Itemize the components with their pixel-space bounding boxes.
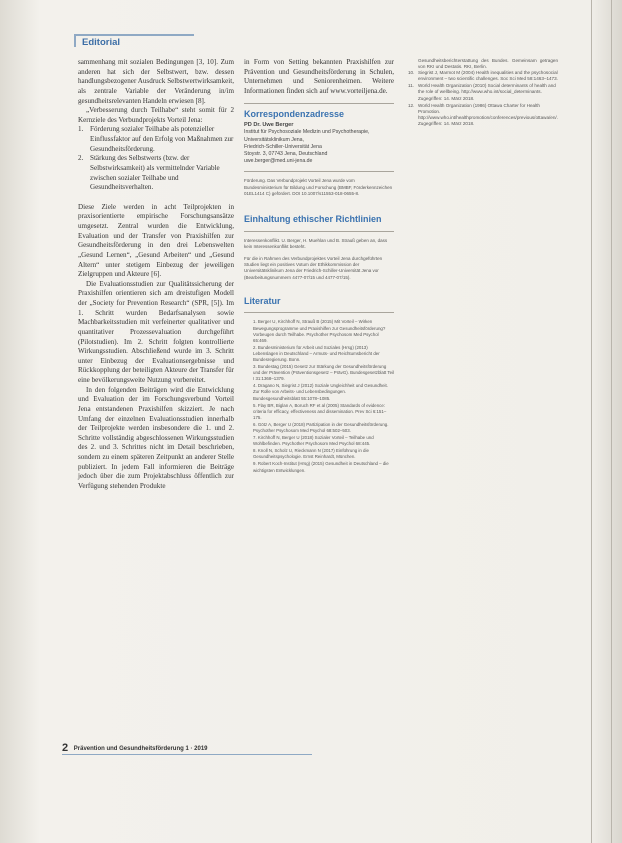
section-tag: Editorial	[74, 34, 194, 47]
divider	[244, 171, 394, 172]
list-item: 2. Stärkung des Selbstwerts (bzw. der Selbstwirksamkeit) als vermittelnder Variable zwischen sozialer Teilhabe und Gesundheitsverhalten.	[78, 154, 220, 192]
contact-heading: Korrespondenzadresse	[244, 108, 345, 119]
literature-list	[244, 319, 394, 473]
reference-item: 1. Berger U, Kirchhoff N, Strauß B (2015) Mit Vorteil – Wirken Bewegungsprogramme und Praxishilfen zur Gesundheitsförderung? Vorbeugen durch Teilhabe. Psychother Psychosom Med Psychol 65:469.	[253, 319, 386, 343]
paragraph: Diese Ziele werden in acht Teilprojekten in praxisorientierte empirische Forschungsansätze umgesetzt. Zentral wurden die Entwicklung, Evaluation und der Transfer von Praxishilfen zur Gesundheitsförderung in den drei Lebenswelten „Gesund Lernen“, „Gesund Arbeiten“ und „Gesund Altern“ unter stetigem Einbezug der jeweiligen Zielgruppen und Akteure [6].	[78, 202, 234, 279]
literature-heading: Literatur	[244, 295, 281, 306]
page-edge-right	[591, 0, 592, 843]
reference-item: 9. Robert Koch-Institut (Hrsg) (2015) Gesundheit in Deutschland – die wichtigsten Entwicklungen.	[253, 461, 389, 473]
page-number: 2	[62, 742, 69, 754]
reference-item: 6. Götz A, Berger U (2018) Partizipation in der Gesundheitsförderung. Psychother Psychosom Med Psychol 68:502–503.	[253, 421, 389, 434]
reference-item: 5. Flay BR, Biglan A, Boruch RF et al (2005) Standards of evidence: criteria for efficacy, effectiveness and dissemination. Prev Sci 6:151–175.	[253, 402, 387, 420]
paragraph: Die Evaluationsstudien zur Qualitätssicherung der Praxishilfen orientieren sich am dreistufigen Modell der „Society for Prevention Research“ (SPR, [5]). Im 1. Schritt wurden Bedarfsanalysen sowie Machbarkeitsstudien mit verfeinerter qualitativer und quantitativer Prozessevaluation durchgeführt (Pilotstudien). Im 2. Schritt folgten kontrollierte Wirkungsstudien. Abschließend wurde im 3. Schritt unter Einbezug der Evaluationsergebnisse und Rückkopplung der beteiligten Akteure der Transfer für eine bevölkerungsweite Nutzung vorbereitet.	[78, 279, 234, 384]
page-footer	[62, 742, 208, 754]
ethics-text: Für die in Rahmen des Verbundprojektes Vorteil Jena durchgeführten Studien liegt ein positives Votum der Ethikkommission der Universitätsklinikum Jena der Friedrich-Schiller-Universität Jena vor (Bearbeitungsnummern 4477-07/15 und 4477-07/15).	[244, 255, 383, 280]
literature-list-continued	[408, 70, 558, 127]
reference-item: 2. Bundesministerium für Arbeit und Soziales (Hrsg) (2013) Lebenslagen in Deutschland – Armuts- und Reichtumsbericht der Bundesregierung. Bonn.	[253, 344, 380, 362]
reference-item: 12. World Health Organization (1986) Ottawa Charter for Health Promotion. http://www.who.int/healthpromotion/conferences/previous/ottawa/en/. Zugegriffen: 14. März 2018.	[408, 102, 558, 126]
list-item: 1. Förderung sozialer Teilhabe als potenzieller Einflussfaktor auf den Erfolg von Maßnahmen zur Gesundheitsförderung.	[78, 125, 234, 153]
divider	[244, 312, 394, 313]
footer-rule	[62, 754, 312, 755]
journal-title: Prävention und Gesundheitsförderung 1 · 2019	[73, 746, 208, 752]
reference-item: 3. Bundestag (2015) Gesetz zur Stärkung der Gesundheitsförderung und der Prävention (Präventionsgesetz – PrävG). Bundesgesetzblatt Teil I 31:1368–1379.	[253, 364, 394, 382]
paragraph: in Form von Setting bekannten Praxishilfen zur Prävention und Gesundheitsförderung in Schulen, Unternehmen und Seniorenheimen. Weitere Informationen finden sich auf www.vorteiljena.de.	[244, 58, 394, 95]
divider	[244, 103, 394, 104]
reference-item: 7. Kirchhoff N, Berger U (2018) Sozialer Vorteil – Teilhabe und Wohlbefinden. Psychother Psychosom Med Psychol 68:445.	[253, 435, 374, 447]
divider	[244, 231, 394, 232]
page-edge-right-outer	[611, 0, 612, 843]
reference-item: 10. Siegrist J, Marmot M (2004) Health inequalities and the psychosocial environment – two scientific challenges. Soc Sci Med 58:1463–1473.	[408, 70, 558, 82]
conflict-note: Interessenkonflikt. U. Berger, H. Muehlan und B. Strauß geben an, dass kein Interessenkonflikt besteht.	[244, 237, 388, 249]
reference-item: 8. Knoll N, Scholz U, Rieckmann N (2017) Einführung in die Gesundheitspsychologie. Ernst Reinhardt, München.	[253, 448, 369, 460]
column-left	[78, 58, 234, 492]
paragraph: „Verbesserung durch Teilhabe“ steht somit für 2 Kernziele des Verbundprojekts Vorteil Jena:	[78, 106, 234, 124]
funding-note: Förderung. Das Verbundprojekt Vorteil Jena wurde vom Bundesministerium für Bildung und Forschung (BMBF, Förderkennzeichen 01EL1414 C) gefördert. DOI 10.1007/s11553-018-0655-8.	[244, 178, 393, 196]
paragraph: sammenhang mit sozialen Bedingungen [3, 10]. Zum anderen hat sich der Selbstwert, bzw. dessen handlungsbezogener Ausdruck Selbstwertwirksamkeit, als zentrale Variable der Veränderung in/im gesundheitsrelevanten Handeln erwiesen [8].	[78, 58, 234, 105]
contact-block: PD Dr. Uwe Berger Institut für Psychosoziale Medizin und Psychotherapie, Universitätsklinikum Jena, Friedrich-Schiller-Universität Jena Stoystr. 3, 07743 Jena, Deutschland uwe.berger@med.uni-jena.de	[244, 122, 370, 165]
reference-continuation: Gesundheitsberichterstattung des Bundes. Gemeinsam getragen von RKI und Destatis. RKI, Berlin.	[418, 58, 558, 70]
column-right	[408, 58, 558, 128]
paragraph: In den folgenden Beiträgen wird die Entwicklung und Evaluation der im Forschungsverbund Vorteil Jena entstandenen Praxishilfen skizziert. Je nach Umfang der einzelnen Evaluationsstudien innerhalb der Teilprojekte werden insbesondere die 1. und 2. Schritte vollständig abgeschlossenen Wirkungsstudien des 2. und 3. Schrittes nicht im Detail beschrieben, sondern zu einem späteren Zeitpunkt an anderer Stelle publiziert. In jedem Fall informieren die Beiträge jedoch über die zum Projektabschluss öffentlich zur Verfügung stehenden Produkte	[78, 385, 234, 490]
reference-item: 4. Dragano N, Siegrist J (2012) Soziale Ungleichheit und Gesundheit. Zur Rolle von Arbeits- und Lebensbedingungen. Bundesgesundheitsblatt 55:1078–1085.	[253, 383, 388, 401]
reference-item: 11. World Health Organization (2010) Social determinants of health and the role of wellbeing. http://www.who.int/social_determinants. Zugegriffen: 14. März 2018.	[408, 83, 556, 101]
goal-list	[78, 125, 234, 192]
column-middle	[244, 58, 394, 475]
ethics-heading: Einhaltung ethischer Richtlinien	[244, 213, 382, 224]
